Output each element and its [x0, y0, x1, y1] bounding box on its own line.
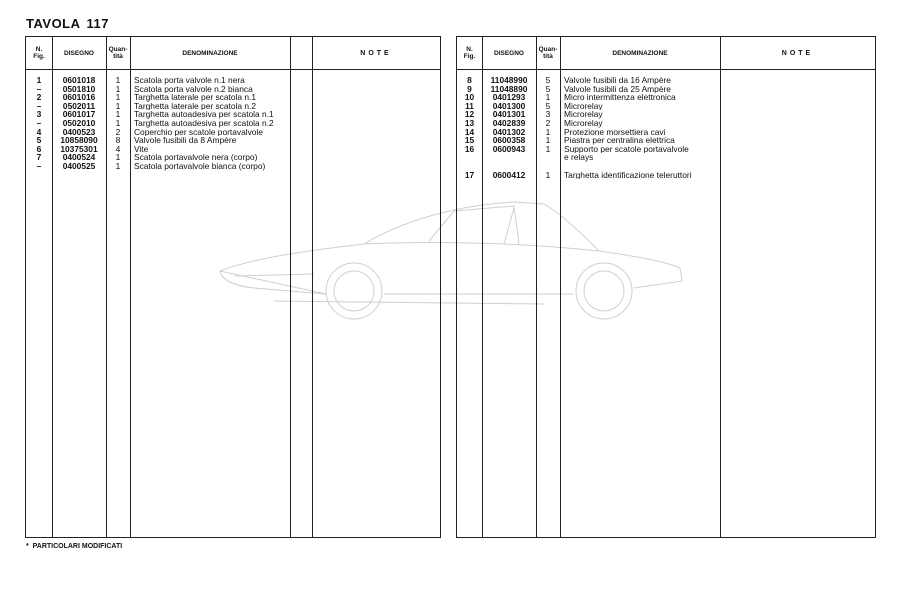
table-row: [457, 153, 875, 162]
table-row: [457, 171, 875, 180]
row-fig: 8: [467, 75, 472, 85]
row-quantita: 1: [545, 143, 551, 154]
row-quantita: 1: [115, 109, 121, 120]
row-quantita: 4: [115, 143, 121, 154]
title-number: 117: [86, 16, 109, 31]
table-row: [26, 162, 440, 171]
footnote: [26, 543, 122, 550]
header-fig: N. Fig.: [463, 46, 476, 60]
header-fig: N. Fig.: [33, 46, 45, 60]
footnote-mark: *: [26, 543, 29, 550]
row-disegno: 0601018: [62, 75, 96, 85]
row-fig: 13: [464, 117, 475, 128]
row-disegno: 0400523: [62, 126, 96, 137]
row-disegno: 0402839: [492, 117, 526, 128]
row-denominazione: Targhetta laterale per scatola n.2: [134, 101, 256, 111]
title-word: TAVOLA: [26, 16, 81, 31]
page-title: [26, 16, 109, 31]
row-quantita: 1: [115, 160, 121, 171]
row-quantita: 5: [545, 75, 551, 85]
row-fig: 12: [464, 109, 475, 120]
row-fig: 4: [36, 126, 42, 137]
row-quantita: 5: [545, 83, 551, 94]
row-quantita: 1: [115, 83, 121, 94]
left-parts-table: [25, 36, 441, 538]
row-quantita: 8: [115, 135, 121, 146]
row-fig: –: [36, 160, 42, 171]
row-disegno: 0600358: [492, 135, 526, 146]
row-quantita: 1: [545, 92, 551, 103]
row-denominazione: Microrelay: [564, 101, 603, 111]
footnote-text: PARTICOLARI MODIFICATI: [32, 543, 123, 550]
row-denominazione: Microrelay: [564, 118, 603, 128]
right-parts-table: [456, 36, 876, 538]
row-quantita: 2: [545, 117, 551, 128]
row-fig: –: [36, 83, 42, 94]
row-fig: 2: [36, 92, 42, 103]
row-denominazione: Scatola porta valvole n.2 bianca: [134, 84, 253, 94]
row-fig: 16: [464, 143, 475, 154]
right-rows: [457, 76, 875, 179]
row-disegno: 10375301: [60, 143, 98, 154]
row-quantita: 1: [545, 135, 551, 146]
row-quantita: 1: [115, 117, 121, 128]
table-row: [457, 145, 875, 154]
row-quantita: 5: [545, 100, 551, 111]
row-disegno: 0600412: [492, 169, 526, 180]
row-denominazione: e relays: [564, 153, 594, 162]
row-denominazione: Scatola porta valvole n.1 nera: [134, 76, 245, 85]
row-denominazione: Supporto per scatole portavalvole: [564, 144, 689, 154]
row-quantita: 1: [545, 126, 551, 137]
row-quantita: 1: [115, 152, 121, 163]
row-denominazione: Vite: [134, 144, 149, 154]
header-note: NOTE: [360, 49, 392, 57]
row-fig: 11: [465, 100, 474, 111]
row-denominazione: Targhetta autoadesiva per scatola n.1: [134, 110, 274, 119]
row-quantita: 3: [545, 109, 551, 120]
row-denominazione: Valvole fusibili da 16 Ampère: [564, 76, 671, 85]
row-denominazione: Piastra per centralina elettrica: [564, 136, 675, 145]
row-denominazione: Scatola portavalvole bianca (corpo): [134, 161, 266, 171]
row-disegno: 0502010: [62, 117, 96, 128]
header-quantita: Quan- tità: [538, 46, 558, 60]
row-fig: 5: [36, 135, 42, 146]
header-disegno: DISEGNO: [64, 49, 94, 57]
row-denominazione: Targhetta identificazione teleruttori: [564, 170, 692, 180]
row-fig: 10: [464, 92, 475, 103]
row-fig: 7: [36, 152, 42, 163]
row-quantita: 1: [115, 100, 121, 111]
row-disegno: 0600943: [492, 143, 526, 154]
row-denominazione: Targhetta autoadesiva per scatola n.2: [134, 118, 274, 128]
row-disegno: 0401293: [492, 92, 526, 103]
row-disegno: 11048990: [490, 75, 528, 85]
row-disegno: 0401301: [492, 109, 526, 120]
row-disegno: 0501810: [62, 83, 96, 94]
header-note: NOTE: [781, 49, 814, 57]
row-disegno: 0502011: [62, 100, 96, 111]
row-denominazione: Microrelay: [564, 110, 603, 119]
row-fig: –: [36, 117, 42, 128]
row-disegno: 0400525: [62, 160, 96, 171]
row-denominazione: Protezione morsettiera cavi: [564, 127, 666, 137]
row-disegno: 0401300: [492, 100, 526, 111]
row-denominazione: Scatola portavalvole nera (corpo): [134, 153, 258, 162]
left-rows: [26, 76, 440, 171]
row-fig: 1: [36, 75, 42, 85]
row-fig: –: [36, 100, 42, 111]
row-disegno: 10858090: [60, 135, 98, 146]
row-quantita: 2: [115, 126, 121, 137]
header-denominazione: DENOMINAZIONE: [612, 49, 668, 57]
row-disegno: 0601016: [62, 92, 96, 103]
row-fig: 6: [36, 143, 42, 154]
row-fig: 15: [464, 135, 475, 146]
row-denominazione: Targhetta laterale per scatola n.1: [134, 93, 256, 102]
row-disegno: 0401302: [492, 126, 526, 137]
row-disegno: 0601017: [62, 109, 96, 120]
header-quantita: Quan- tità: [108, 46, 128, 60]
row-denominazione: Valvole fusibili da 25 Ampère: [564, 84, 671, 94]
row-fig: 14: [464, 126, 475, 137]
row-fig: 17: [464, 169, 475, 180]
row-denominazione: Valvole fusibili da 8 Ampère: [134, 136, 237, 145]
header-denominazione: DENOMINAZIONE: [182, 49, 238, 57]
row-quantita: 1: [115, 75, 121, 85]
row-denominazione: Micro intermittenza elettronica: [564, 93, 676, 102]
header-disegno: DISEGNO: [494, 49, 524, 57]
row-fig: 9: [467, 83, 472, 94]
row-disegno: 0400524: [62, 152, 96, 163]
row-denominazione: Coperchio per scatole portavalvole: [134, 127, 263, 137]
row-fig: 3: [36, 109, 42, 120]
row-disegno: 11048890: [490, 83, 528, 94]
row-quantita: 1: [115, 92, 121, 103]
row-quantita: 1: [545, 169, 551, 180]
